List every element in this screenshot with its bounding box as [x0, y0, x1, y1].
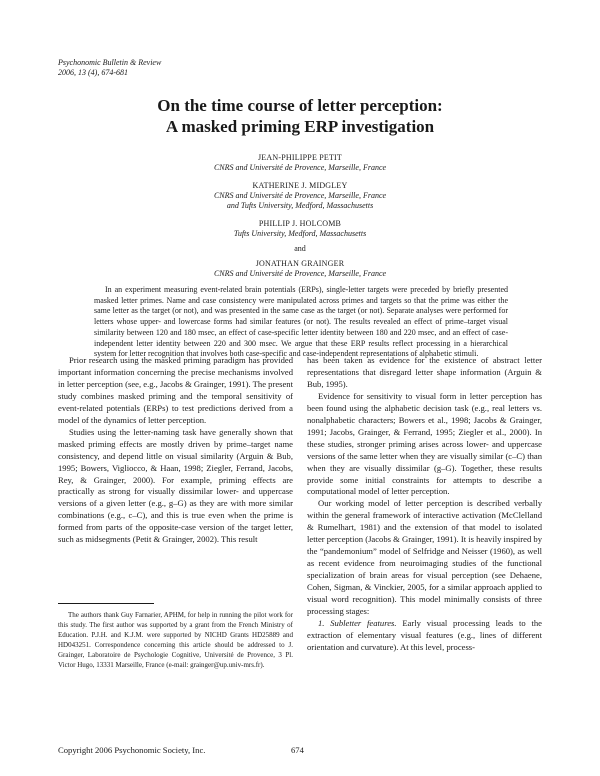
- title-line-2: A masked priming ERP investigation: [165, 117, 435, 136]
- body-paragraph-continuation: has been taken as evidence for the existence of abstract letter representations that disregard letter shape information (Arguin & Bub, 1995).: [307, 355, 542, 389]
- author-affiliation: CNRS and Université de Provence, Marseille, France: [213, 269, 387, 278]
- body-paragraph: Prior research using the masked priming paradigm has provided important information concerning the precise mechanisms involved in letter perception (see, e.g., Jacobs & Grainger, 1991). The present study combines masked priming and the temporal sensitivity of event-related potentials (ERPs) to test predictions derived from a model of the dynamics of letter perception.: [58, 355, 293, 425]
- copyright-notice: Copyright 2006 Psychonomic Society, Inc.: [58, 745, 206, 755]
- paragraph-text: Early visual processing leads to the extraction of elementary visual features (e.g., lines of different orientation and curvature). At this level, process-: [307, 617, 542, 652]
- body-paragraph: Evidence for sensitivity to visual form in letter perception has been found using the alphabetic decision task (e.g., real letters vs. nonalphabetic characters; Bowers et al., 1998; Jacobs & Grainger, 1991; Jacobs, Grainger, & Ferrand, 1995; Ziegler et al., 2000). In these studies, stronger priming arises across lower- and uppercase versions of the same letter when they are visually similar (c–C) than when they are visually dissimilar (g–G). Together, these results provide some initial constraints for attempts to describe a computational model of letter perception.: [307, 390, 542, 497]
- abstract: In an experiment measuring event-related brain potentials (ERPs), single-letter targets were preceded by briefly presented masked letter primes. Name and case consistency were manipulated across primes and targets so that the prime was either the same letter as the target (or not), and was presented in the same case as the target (or not). Separate analyses were performed for letters whose upper- and lowercase forms had similar features (or not). The results revealed an effect of prime–target visual similarity between 120 and 180 msec, an effect of case-specific letter identity between 180 and 220 msec, and an effect of case-independent letter identity between 220 and 300 msec. We argue that these ERP results reflect processing in a hierarchical system for letter recognition that involves both case-specific and case-independent representations of alphabetic stimuli.: [94, 285, 508, 359]
- author-affiliation: CNRS and Université de Provence, Marseille, France: [213, 191, 387, 200]
- journal-name: Psychonomic Bulletin & Review: [58, 58, 162, 67]
- numbered-heading: 1. Subletter features.: [318, 617, 397, 628]
- author-affiliation: and Tufts University, Medford, Massachusetts: [226, 201, 374, 210]
- body-paragraph: [307, 618, 542, 654]
- author-block: [0, 219, 600, 239]
- author-note-footnote: The authors thank Guy Farnarier, APHM, for help in running the pilot work for this study. The first author was supported by a grant from the French Ministry of Education. P.J.H. and K.J.M. were supported by NICHD Grants HD25889 and HD043251. Correspondence concerning this article should be addressed to J. Grainger, Laboratoire de Psychologie Cognitive, Université de Provence, 3 Pl. Victor Hugo, 13331 Marseille, France (e-mail: grainger@up.univ-mrs.fr).: [58, 611, 293, 669]
- author-block: [0, 259, 600, 279]
- author-name: PHILLIP J. HOLCOMB: [258, 219, 342, 228]
- title-line-1: On the time course of letter perception:: [157, 96, 443, 115]
- body-paragraph: Our working model of letter perception is described verbally within the general framework of interactive activation (McClelland & Rumelhart, 1981) and the extension of that model to isolated letter perception (Jacobs & Grainger, 1991). It is heavily inspired by the “pandemonium” model of Selfridge and Neisser (1960), as well as recent evidence from neuroimaging studies of the functional specialization of brain areas for visual perception (see Dehaene, Cohen, Sigman, & Vinckier, 2005, for a similar approach applied to visual word recognition). This model minimally consists of three processing stages:: [307, 498, 542, 617]
- body-paragraph: Studies using the letter-naming task have generally shown that masked priming effects are mostly driven by prime–target name consistency, and depend little on visual similarity (Arguin & Bub, 1995; Bowers, Vigliocco, & Haan, 1998; Ziegler, Ferrand, Jacobs, Rey, & Grainger, 2000). For example, priming effects are practically as strong for visually dissimilar lower- and uppercase versions of a given letter (e.g., g–G) as they are with more similar combinations (e.g., c–C), and this is true even when the prime is formed from parts of the opposite-case version of the target letter, such as midsegments (Petit & Grainger, 2002). This result: [58, 426, 293, 545]
- author-affiliation: CNRS and Université de Provence, Marseille, France: [213, 163, 387, 172]
- author-block: [0, 153, 600, 173]
- author-conjunction: and: [294, 244, 306, 253]
- author-block: [0, 181, 600, 211]
- author-name: JEAN-PHILIPPE PETIT: [257, 153, 343, 162]
- right-column: [307, 355, 542, 654]
- footnote-divider: [58, 603, 154, 604]
- journal-header: [58, 58, 161, 78]
- journal-citation: 2006, 13 (4), 674-681: [58, 68, 128, 77]
- page-number: 674: [291, 745, 304, 755]
- author-affiliation: Tufts University, Medford, Massachusetts: [233, 229, 367, 238]
- left-column: [58, 355, 293, 546]
- author-name: KATHERINE J. MIDGLEY: [252, 181, 348, 190]
- author-name: JONATHAN GRAINGER: [255, 259, 345, 268]
- article-title: [0, 95, 600, 137]
